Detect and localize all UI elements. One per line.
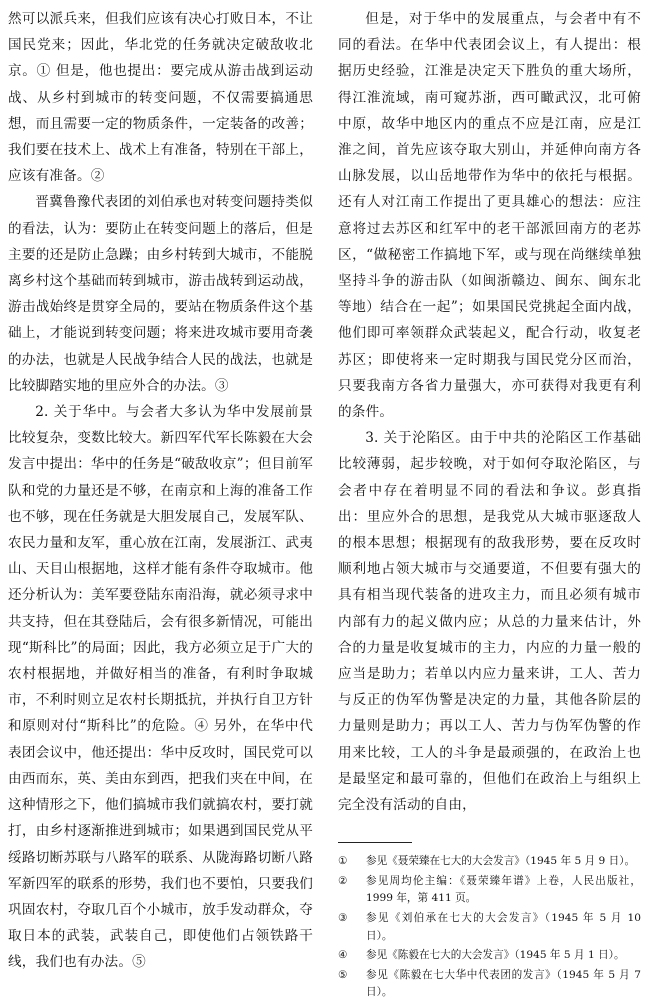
paragraph-nie-rongzhen-conclusion: 然可以派兵来，但我们应该有决心打败日本，不让国民党来；因此，华北党的任务就决定破敌收北京。① 但是，他也提出：要完成从游击战到运动战、从乡村到城市的转变问题，不仅需要搞通思想，而且需要一定的物质条件，一定装备的改善；我们要在技术上、战术上有准备，特别在干部上，应该有准备。② — [8, 11, 313, 185]
paragraph-central-china: 2. 关于华中。与会者大多认为华中发展前景比较复杂，变数比较大。新四军代军长陈毅在大会发言中提出：华中的任务是“破敌收京”；但目前军队和党的力量还是不够，在南京和上海的准备工作也不够，现在任务就是大胆发展自己，发展军队、农民力量和友军，重心放在江南，发展浙江、武夷山、天目山根据地，这样才能有条件夺取城市。他还分析认为：美军要登陆东南沿海，就必须寻求中共支持，但在其登陆后，会有很多新情况，可能出现“斯科比”的局面；因此，我方必须立足于广大的农村根据地，并做好相当的准备，有利时争取城市，不利时则立足农村长期抵抗，并执行自卫方针和原则对付“斯科比”的危险。④ 另外，在华中代表团会议中，他还提出：华中反攻时，国民党可以由西而东，英、美由东到西，把我们夹在中间，在这种情形之下，他们搞城市我们就搞农村，要打就打，由乡村逐渐推进到城市；如果遇到国民党从平绥路切断苏联与八路军的联系、从陇海路切断八路军新四军的联系的形势，我们也不要怕，只要我们巩固农村，夺取几百个小城市，放手发动群众，夺取日本的武装，武装自己，即使他们占领铁路干线，我们也有办法。⑤ — [8, 404, 313, 971]
right-column — [338, 6, 641, 1004]
footnote-mark: ③ — [338, 912, 348, 925]
footnote-list — [338, 853, 641, 1002]
footnote — [338, 967, 641, 1002]
footnote-text: 参见《陈毅在七大的大会发言》（1945 年 5 月 1 日）。 — [366, 949, 625, 962]
paragraph-central-china-focus: 但是，对于华中的发展重点，与会者中有不同的看法。在华中代表团会议上，有人提出：根据历史经验，江淮是决定天下胜负的重大场所，得江淮流域，南可窥苏浙，西可瞰武汉，北可俯中原，故华中地区内的重点不应是江南，应是江淮之间，首先应该夺取大别山，并延伸向南方各山脉发展，以山岳地带作为华中的依托与根据。还有人对江南工作提出了更具雄心的想法：应注意将过去苏区和红军中的老干部派回南方的老苏区，“做秘密工作搞地下军，或与现在尚继续单独坚持斗争的游击队（如闽浙赣边、闽东、闽东北等地）结合在一起”；如果国民党挑起全面内战，他们即可率领群众武装起义，配合行动，收复老苏区；即使将来一定时期我与国民党分区而治，只要我南方各省力量强大，亦可获得对我更有利的条件。 — [338, 11, 641, 421]
footnote-mark: ② — [338, 874, 348, 887]
footnote-text: 参见《聂荣臻在七大的大会发言》（1945 年 5 月 9 日）。 — [366, 855, 636, 868]
footnote — [338, 873, 641, 908]
paragraph-liu-bocheng: 晋冀鲁豫代表团的刘伯承也对转变问题持类似的看法，认为：要防止在转变问题上的落后，但是主要的还是防止急躁；由乡村转到大城市，不能脱离乡村这个基础而转到城市，游击战转到运动战，游击战始终是贯穿全局的，要站在物质条件这个基础上，才能说到转变问题；将来进攻城市要用奇袭的办法，也就是人民战争结合人民的战法，也就是比较脚踏实地的里应外合的办法。③ — [8, 194, 313, 394]
paragraph-occupied-areas: 3. 关于沦陷区。由于中共的沦陷区工作基础比较薄弱，起步较晚，对于如何夺取沦陷区，与会者中存在着明显不同的看法和争议。彭真指出：里应外合的思想，是我党从大城市驱逐敌人的根本思想；根据现有的敌我形势，要在反攻时顺利地占领大城市与交通要道，不但要有强大的具有相当现代装备的进攻主力，而且必须有城市内部有力的起义做内应；从总的力量来估计，外合的力量是收复城市的主力，内应的力量一般的应当是助力；若单以内应力量来讲，工人、苦力与反正的伪军伪警是决定的力量，其他各阶层的力量则是助力；再以工人、苦力与伪军伪警的作用来比较，工人的斗争是最顽强的，在政治上也是最坚定和最可靠的，但他们在政治上与组织上完全没有活动的自由， — [338, 430, 641, 814]
footnote-text: 参见周均伦主编：《聂荣臻年谱》上卷，人民出版社，1999 年，第 411 页。 — [366, 874, 641, 905]
footnote — [338, 947, 641, 965]
footnote-text: 参见《陈毅在七大华中代表团的发言》（1945 年 5 月 7 日）。 — [366, 968, 641, 999]
footnote-text: 参见《刘伯承在七大的大会发言》（1945 年 5 月 10 日）。 — [366, 912, 641, 942]
footnote-mark: ⑤ — [338, 968, 348, 981]
footnote — [338, 910, 641, 945]
footnote — [338, 853, 641, 871]
left-column — [8, 6, 313, 976]
footnote-mark: ① — [338, 855, 348, 868]
footnote-separator — [338, 842, 412, 843]
footnote-mark: ④ — [338, 949, 348, 962]
